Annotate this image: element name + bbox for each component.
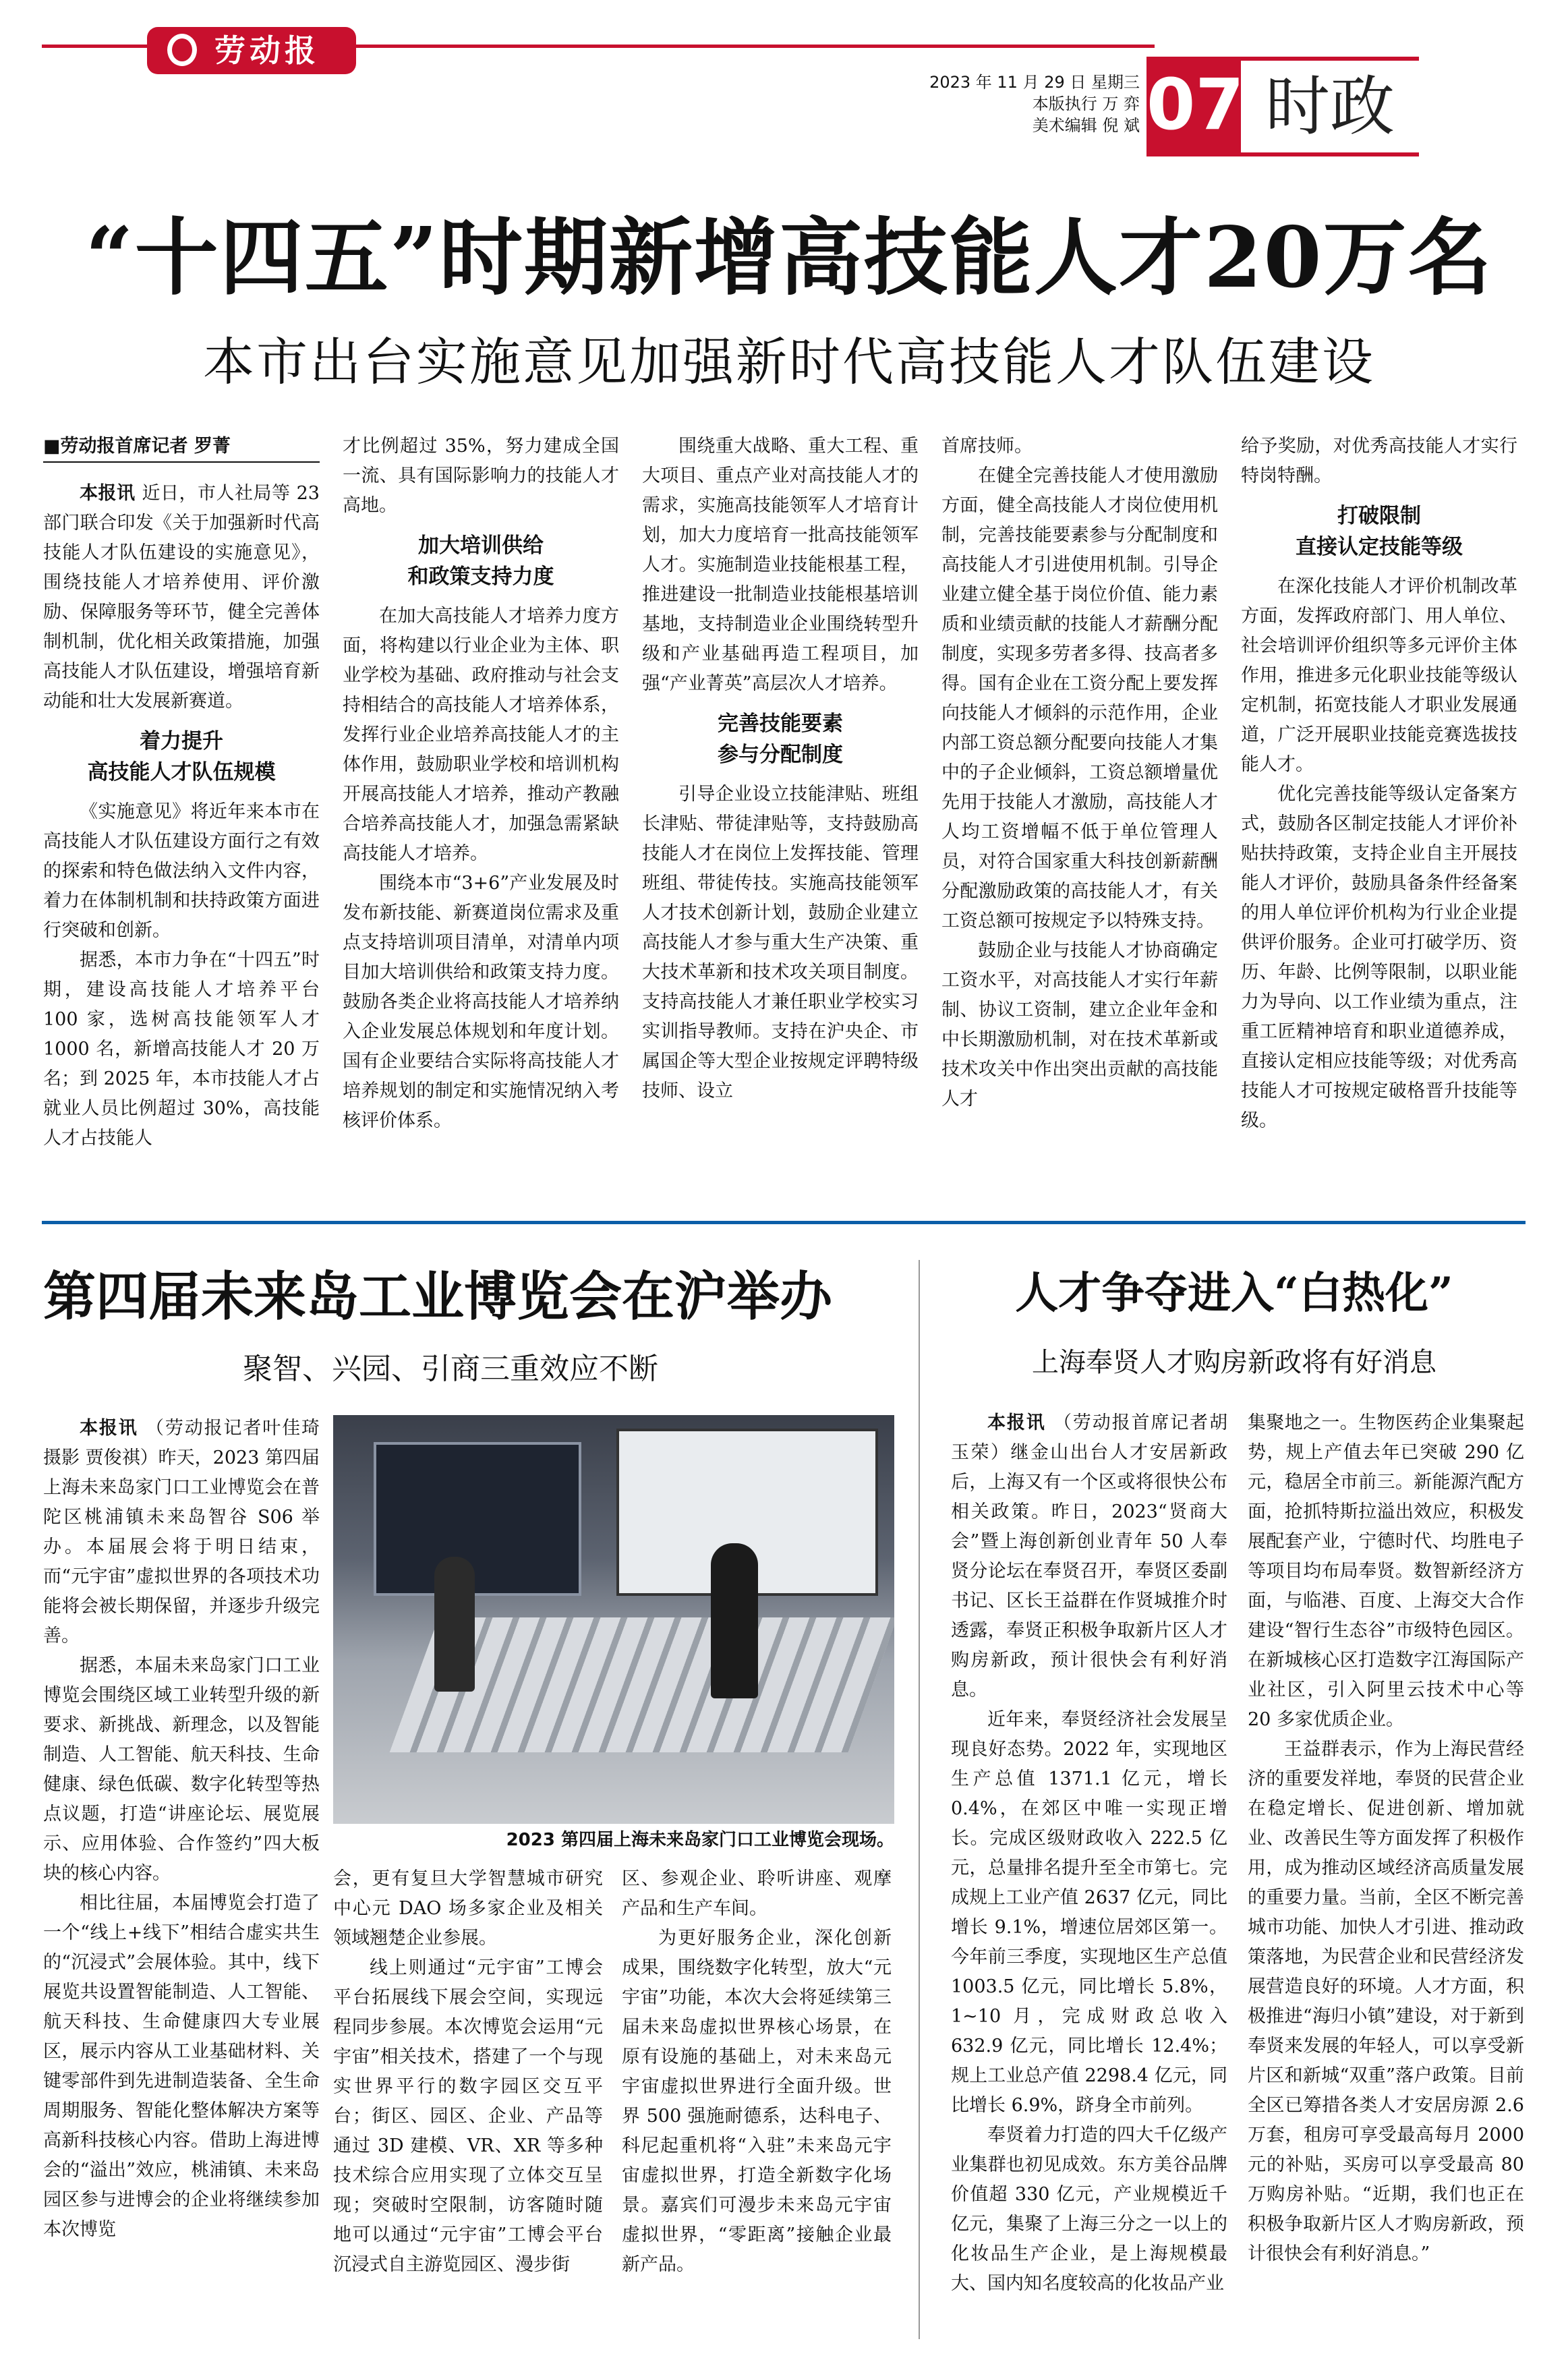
photo-visitor-2 bbox=[711, 1543, 758, 1698]
article2-photo-caption: 2023 第四届上海未来岛家门口工业博览会现场。 bbox=[506, 1830, 894, 1850]
paragraph bbox=[941, 936, 1218, 1114]
paragraph bbox=[43, 1651, 320, 1889]
paragraph bbox=[642, 432, 919, 699]
paragraph bbox=[951, 1408, 1227, 1705]
paragraph bbox=[1241, 572, 1517, 780]
paragraph bbox=[622, 1864, 892, 1924]
paragraph-text: 会，更有复旦大学智慧城市研究中心元 DAO 场多家企业及相关领域翘楚企业参展。 bbox=[333, 1868, 603, 1949]
paragraph-text: 相比往届，本届博览会打造了一个“线上+线下”相结合虚实共生的“沉浸式”会展体验。其中，线下展览共设置智能制造、人工智能、航天科技、生命健康四大专业展区，展示内容从工业基础材料、关键零部件到先进制造装备、全生命周期服务、智能化整体解决方案等高新科技核心内容。借助上海进博会的“溢出”效应，桃浦镇、未来岛园区参与进博会的企业将继续参加本次博览 bbox=[43, 1893, 320, 2240]
photo-booth-wall bbox=[374, 1442, 581, 1596]
paragraph-text: 在健全完善技能人才使用激励方面，健全高技能人才岗位使用机制，完善技能要素参与分配制度和高技能人才引进使用机制。引导企业建立健全基于岗位价值、能力素质和业绩贡献的技能人才薪酬分配制度，实现多劳者多得、技高者多得。国有企业在工资分配上要发挥向技能人才倾斜的示范作用，企业内部工资总额分配要向技能人才集中的子企业倾斜，工资总额增量优先用于技能人才激励，高技能人才人均工资增幅不低于单位管理人员，对符合国家重大科技创新薪酬分配激励政策的高技能人才，有关工资总额可按规定予以特殊支持。 bbox=[941, 465, 1218, 931]
masthead-meta bbox=[924, 71, 1140, 136]
subhead: 打破限制 直接认定技能等级 bbox=[1296, 504, 1463, 559]
paragraph bbox=[622, 1924, 892, 2280]
logo-text: 劳动报 bbox=[214, 32, 320, 69]
paragraph-text: 才比例超过 35%，努力建成全国一流、具有国际影响力的技能人才高地。 bbox=[343, 436, 619, 516]
paragraph bbox=[333, 1864, 603, 1953]
paragraph bbox=[951, 2121, 1227, 2299]
editor-credit: 本版执行 万 弈 bbox=[1032, 94, 1140, 113]
article2-photo bbox=[333, 1415, 894, 1824]
issue-date: 2023 年 11 月 29 日 星期三 bbox=[929, 73, 1140, 92]
photo-visitor-1 bbox=[434, 1557, 475, 1692]
paragraph-text: 围绕重大战略、重大工程、重大项目、重点产业对高技能人才的需求，实施高技能领军人才培育计划，加大力度培育一批高技能领军人才。实施制造业技能根基工程，推进建设一批制造业技能根基培训基地，支持制造业企业围绕转型升级和产业基础再造工程项目，加强“产业菁英”高层次人才培养。 bbox=[642, 436, 919, 694]
paragraph-text: （劳动报记者叶佳琦 摄影 贾俊祺）昨天，2023 第四届上海未来岛家门口工业博览会在普陀区桃浦镇未来岛智谷 S06 举办。本届展会将于明日结束，而“元宇宙”虚拟世界的各项技术功能将会被长期保留，并逐步升级完善。 bbox=[43, 1418, 320, 1646]
paragraph-text: 为更好服务企业，深化创新成果，围绕数字化转型，放大“元宇宙”功能，本次大会将延续第三届未来岛虚拟世界核心场景，在原有设施的基础上，对未来岛元宇宙虚拟世界进行全面升级。世界 500 强施耐德系，达科电子、科尼起重机将“入驻”未来岛元宇宙虚拟世界，打造全新数字化场景。嘉宾们可漫步未来岛元宇宙虚拟世界，“零距离”接触企业最新产品。 bbox=[622, 1928, 892, 2275]
paragraph-text: 区、参观企业、聆听讲座、观摩产品和生产车间。 bbox=[622, 1868, 892, 1919]
kicker: 本报讯 bbox=[987, 1412, 1053, 1433]
article1-col1 bbox=[43, 479, 320, 1174]
subhead: 着力提升 高技能人才队伍规模 bbox=[87, 729, 276, 784]
page-number-box bbox=[1146, 57, 1244, 156]
article3-subtitle: 上海奉贤人才购房新政将有好消息 bbox=[1032, 1347, 1436, 1378]
article3-title: 人才争夺进入“白热化” bbox=[1015, 1268, 1453, 1319]
paragraph-text: 线上则通过“元宇宙”工博会平台拓展线下展会空间，实现远程同步参展。本次博览会运用“元宇宙”相关技术，搭建了一个与现实世界平行的数字园区交互平台；街区、园区、企业、产品等通过 3D 建模、VR、XR 等多种技术综合应用实现了立体交互呈现；突破时空限制，访客随时随地可以通过“元宇宙”工博会平台沉浸式自主游览园区、漫步街 bbox=[333, 1957, 603, 2275]
paragraph bbox=[951, 1705, 1227, 2121]
article2-title: 第四届未来岛工业博览会在沪举办 bbox=[43, 1266, 833, 1327]
paragraph bbox=[43, 1414, 320, 1651]
paragraph bbox=[941, 432, 1218, 461]
article1-col5 bbox=[1241, 432, 1517, 1174]
article1-subtitle: 本市出台实施意见加强新时代高技能人才队伍建设 bbox=[203, 332, 1375, 392]
page-number: 07 bbox=[1146, 63, 1244, 146]
paragraph bbox=[941, 461, 1218, 936]
article2-col3 bbox=[622, 1864, 892, 2336]
paragraph bbox=[1241, 432, 1517, 491]
section-divider bbox=[42, 1221, 1526, 1224]
art-editor-credit: 美术编辑 倪 斌 bbox=[1032, 116, 1140, 135]
column-divider bbox=[919, 1260, 920, 2339]
paragraph-text: 在深化技能人才评价机制改革方面，发挥政府部门、用人单位、社会培训评价组织等多元评价主体作用，推进多元化职业技能等级认定机制，拓宽技能人才职业发展通道，广泛开展职业技能竞赛选拔技能人才。 bbox=[1241, 576, 1517, 775]
article2-subtitle: 聚智、兴园、引商三重效应不断 bbox=[243, 1352, 658, 1386]
article1-col3 bbox=[642, 432, 919, 1174]
article3-col2 bbox=[1248, 1408, 1524, 2338]
paragraph-text: 据悉，本届未来岛家门口工业博览会围绕区域工业转型升级的新要求、新挑战、新理念，以及智能制造、人工智能、航天科技、生命健康、绿色低碳、数字化转型等热点议题，打造“讲座论坛、展览展示、应用体验、合作签约”四大板块的核心内容。 bbox=[43, 1655, 320, 1884]
paragraph bbox=[343, 869, 619, 1136]
paragraph bbox=[1241, 780, 1517, 1136]
article1-col2 bbox=[343, 432, 619, 1174]
paragraph-text: 优化完善技能等级认定备案方式，鼓励各区制定技能人才评价补贴扶持政策，支持企业自主开展技能人才评价，鼓励具备条件经备案的用人单位评价机构为行业企业提供评价服务。企业可打破学历、资历、年龄、比例等限制，以职业能力为导向、以工作业绩为重点，注重工匠精神培育和职业道德养成，直接认定相应技能等级；对优秀高技能人才可按规定破格晋升技能等级。 bbox=[1241, 784, 1517, 1131]
paragraph bbox=[43, 479, 320, 716]
article1-title: “十四五”时期新增高技能人才20万名 bbox=[85, 209, 1493, 307]
paragraph-text: （劳动报首席记者胡玉荣）继金山出台人才安居新政后，上海又有一个区或将很快公布相关政策。昨日，2023“贤商大会”暨上海创新创业青年 50 人奉贤分论坛在奉贤召开，奉贤区委副书记、区长王益群在作贤城推介时透露，奉贤正积极争取新片区人才购房新政，预计很快会有利好消息。 bbox=[951, 1412, 1227, 1700]
section-label-box bbox=[1241, 57, 1419, 156]
subhead: 加大培训供给 和政策支持力度 bbox=[407, 534, 554, 589]
article1-col4 bbox=[941, 432, 1218, 1174]
paragraph-text: 据悉，本市力争在“十四五”时期，建设高技能人才培养平台 100 家，选树高技能领军人才 1000 名，新增高技能人才 20 万名；到 2025 年，本市技能人才占就业人员比例超过 30%，高技能人才占技能人 bbox=[43, 950, 320, 1149]
article1-byline: ■劳动报首席记者 罗菁 bbox=[43, 432, 320, 463]
article3-col1 bbox=[951, 1408, 1227, 2338]
paragraph bbox=[1248, 1735, 1524, 2269]
paragraph bbox=[1248, 1408, 1524, 1735]
paragraph bbox=[642, 780, 919, 1106]
paragraph-text: 围绕本市“3+6”产业发展及时发布新技能、新赛道岗位需求及重点支持培训项目清单，对清单内项目加大培训供给和政策支持力度。鼓励各类企业将高技能人才培养纳入企业发展总体规划和年度计划。国有企业要结合实际将高技能人才培养规划的制定和实施情况纳入考核评价体系。 bbox=[343, 873, 619, 1131]
section-label: 时政 bbox=[1265, 69, 1395, 144]
article2-col1 bbox=[43, 1414, 320, 2338]
paragraph bbox=[43, 797, 320, 946]
logo-icon bbox=[167, 34, 197, 66]
masthead-logo bbox=[147, 27, 356, 74]
paragraph bbox=[333, 1953, 603, 2280]
subhead: 完善技能要素 参与分配制度 bbox=[718, 712, 843, 767]
paragraph-text: 引导企业设立技能津贴、班组长津贴、带徒津贴等，支持鼓励高技能人才在岗位上发挥技能、管理班组、带徒传技。实施高技能领军人才技术创新计划，鼓励企业建立高技能人才参与重大生产决策、重大技术革新和技术攻关项目制度。支持高技能人才兼任职业学校实习实训指导教师。支持在沪央企、市属国企等大型企业按规定评聘特级技师、设立 bbox=[642, 784, 919, 1101]
article2-col2 bbox=[333, 1864, 603, 2336]
paragraph-text: 首席技师。 bbox=[941, 436, 1033, 457]
paragraph-text: 鼓励企业与技能人才协商确定工资水平，对高技能人才实行年薪制、协议工资制，建立企业年金和中长期激励机制，对在技术革新或技术攻关中作出突出贡献的高技能人才 bbox=[941, 940, 1218, 1110]
paragraph-text: 近年来，奉贤经济社会发展呈现良好态势。2022 年，实现地区生产总值 1371.1 亿元，增长 0.4%，在郊区中唯一实现正增长。完成区级财政收入 222.5 亿元，总量排名提升至全市第七。完成规上工业产值 2637 亿元，同比增长 9.1%，增速位居郊区第一。今年前三季度，实现地区生产总值 1003.5 亿元，同比增长 5.8%，1~10 月，完成财政总收入 632.9 亿元，同比增长 12.4%；规上工业总产值 2298.4 亿元，同比增长 6.9%，跻身全市前列。 bbox=[951, 1709, 1227, 2116]
paragraph-text: 奉贤着力打造的四大千亿级产业集群也初见成效。东方美谷品牌价值超 330 亿元，产业规模近千亿元，集聚了上海三分之一以上的化妆品生产企业，是上海规模最大、国内知名度较高的化妆品产业 bbox=[951, 2125, 1227, 2294]
paragraph bbox=[343, 602, 619, 869]
kicker: 本报讯 bbox=[80, 483, 142, 504]
paragraph-text: 近日，市人社局等 23 部门联合印发《关于加强新时代高技能人才队伍建设的实施意见》，围绕技能人才培养使用、评价激励、保障服务等环节，健全完善体制机制，优化相关政策措施，加强高技能人才队伍建设，增强培育新动能和壮大发展新赛道。 bbox=[43, 483, 320, 712]
paragraph bbox=[43, 1889, 320, 2245]
paragraph bbox=[43, 946, 320, 1153]
paragraph-text: 王益群表示，作为上海民营经济的重要发祥地，奉贤的民营企业在稳定增长、促进创新、增加就业、改善民生等方面发挥了积极作用，成为推动区域经济高质量发展的重要力量。当前，全区不断完善城市功能、加快人才引进、推动政策落地，为民营企业和民营经济发展营造良好的环境。人才方面，积极推进“海归小镇”建设，对于新到奉贤来发展的年轻人，可以享受新片区和新城“双重”落户政策。目前全区已筹措各类人才安居房源 2.6 万套，租房可享受最高每月 2000 元的补贴，买房可以享受最高 80 万购房补贴。“近期，我们也正在积极争取新片区人才购房新政，预计很快会有利好消息。” bbox=[1248, 1739, 1524, 2264]
paragraph-text: 集聚地之一。生物医药企业集聚起势，规上产值去年已突破 290 亿元，稳居全市前三。新能源汽配方面，抢抓特斯拉溢出效应，积极发展配套产业，宁德时代、均胜电子等项目均布局奉贤。数智新经济方面，与临港、百度、上海交大合作建设“智行生态谷”市级特色园区。在新城核心区打造数字江海国际产业社区，引入阿里云技术中心等 20 多家优质企业。 bbox=[1248, 1412, 1524, 1730]
paragraph-text: 在加大高技能人才培养力度方面，将构建以行业企业为主体、职业学校为基础、政府推动与社会支持相结合的高技能人才培养体系，发挥行业企业培养高技能人才的主体作用，鼓励职业学校和培训机构开展高技能人才培养，推动产教融合培养高技能人才，加强急需紧缺高技能人才培养。 bbox=[343, 606, 619, 864]
paragraph bbox=[343, 432, 619, 521]
paragraph-text: 《实施意见》将近年来本市在高技能人才队伍建设方面行之有效的探索和特色做法纳入文件内容，着力在体制机制和扶持政策方面进行突破和创新。 bbox=[43, 801, 320, 941]
paragraph-text: 给予奖励，对优秀高技能人才实行特岗特酬。 bbox=[1241, 436, 1517, 486]
kicker: 本报讯 bbox=[80, 1418, 146, 1439]
